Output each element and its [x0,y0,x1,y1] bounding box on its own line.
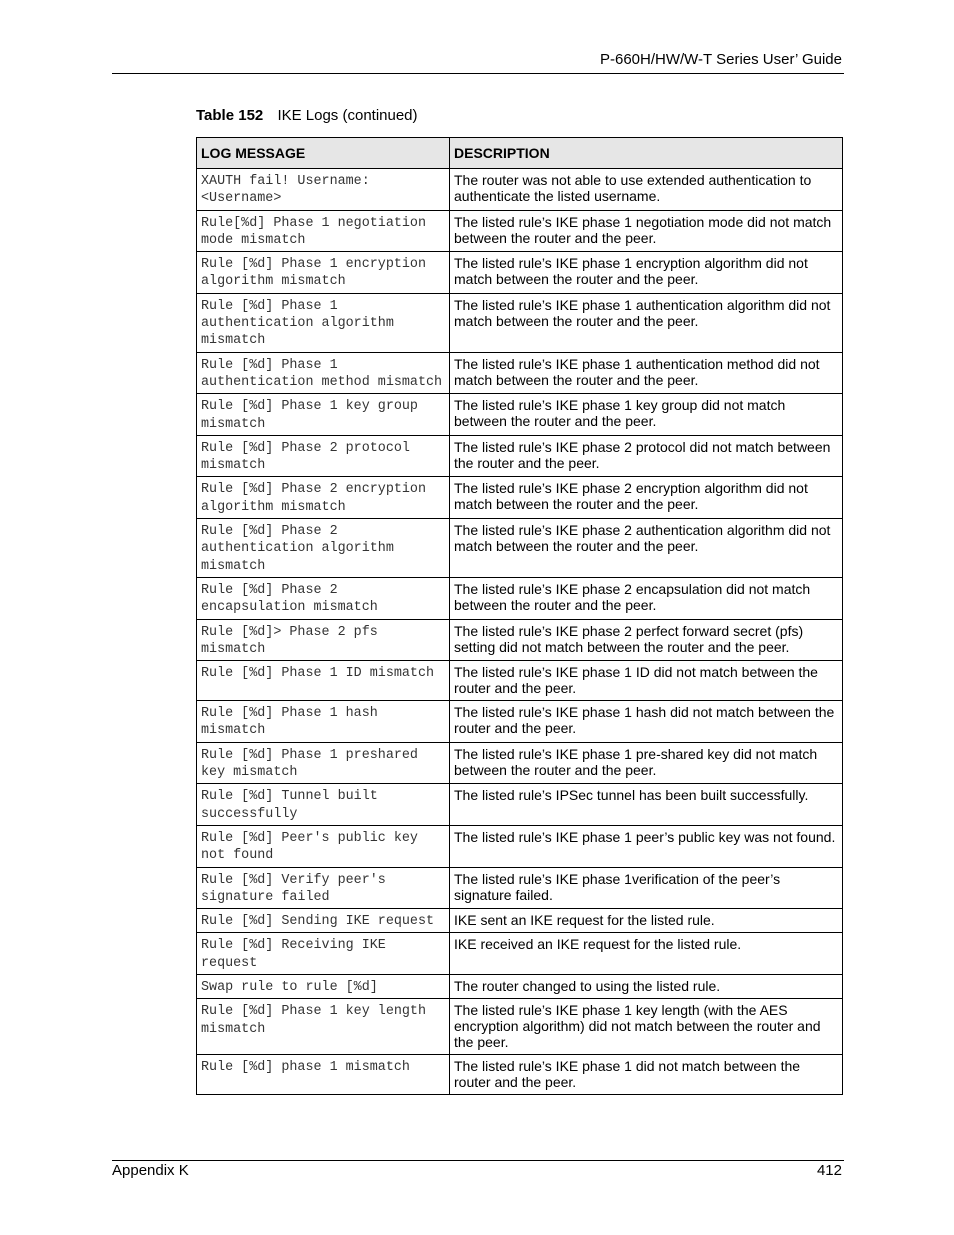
table-row [197,619,843,661]
column-header-log-message: LOG MESSAGE [197,138,450,169]
table-caption-text: IKE Logs (continued) [277,107,418,124]
description-cell: The listed rule’s IKE phase 1 key group did not match between the router and the peer. [450,394,843,436]
log-message-cell: Rule[%d] Phase 1 negotiation mode mismatch [197,210,450,252]
description-cell: The listed rule’s IKE phase 1verification of the peer’s signature failed. [450,867,843,909]
table-body [197,169,843,1095]
log-message-cell: Rule [%d] Phase 1 ID mismatch [197,661,450,701]
description-cell: IKE sent an IKE request for the listed rule. [450,909,843,933]
column-header-description: DESCRIPTION [450,138,843,169]
log-message-cell: Rule [%d] Phase 2 protocol mismatch [197,435,450,477]
description-cell: The listed rule’s IKE phase 2 perfect forward secret (pfs) setting did not match between the router and the peer. [450,619,843,661]
table-row [197,293,843,352]
table-row [197,661,843,701]
table-row [197,909,843,933]
table-row [197,435,843,477]
table-row [197,974,843,998]
table-row [197,352,843,394]
log-message-cell: Rule [%d] Peer's public key not found [197,825,450,867]
log-message-cell: XAUTH fail! Username: <Username> [197,169,450,211]
log-message-cell: Rule [%d] Phase 1 key length mismatch [197,999,450,1055]
table-row [197,252,843,294]
log-message-cell: Rule [%d] Tunnel built successfully [197,784,450,826]
table-row [197,519,843,578]
log-message-cell: Rule [%d] Phase 1 preshared key mismatch [197,742,450,784]
description-cell: The listed rule’s IKE phase 2 protocol did not match between the router and the peer. [450,435,843,477]
log-message-cell: Rule [%d] Phase 1 encryption algorithm mismatch [197,252,450,294]
description-cell: The listed rule’s IKE phase 2 encryption algorithm did not match between the router and the peer. [450,477,843,519]
table-row [197,784,843,826]
description-cell: The listed rule’s IPSec tunnel has been built successfully. [450,784,843,826]
document-header-title: P-660H/HW/W-T Series User’ Guide [599,51,842,68]
description-cell: The listed rule’s IKE phase 1 encryption algorithm did not match between the router and the peer. [450,252,843,294]
page-number: 412 [816,1162,842,1179]
log-message-cell: Rule [%d] Verify peer's signature failed [197,867,450,909]
footer-section-label: Appendix K [112,1162,189,1179]
footer-divider [112,1160,844,1161]
table-row [197,825,843,867]
description-cell: The listed rule’s IKE phase 1 hash did not match between the router and the peer. [450,701,843,743]
log-message-cell: Rule [%d] Phase 2 authentication algorithm mismatch [197,519,450,578]
description-cell: The listed rule’s IKE phase 1 authentication method did not match between the router and the peer. [450,352,843,394]
log-message-cell: Rule [%d] Phase 2 encryption algorithm mismatch [197,477,450,519]
description-cell: The listed rule’s IKE phase 1 authentication algorithm did not match between the router and the peer. [450,293,843,352]
table-row [197,394,843,436]
log-message-cell: Rule [%d]> Phase 2 pfs mismatch [197,619,450,661]
table-row [197,169,843,211]
description-cell: The listed rule’s IKE phase 2 authentication algorithm did not match between the router and the peer. [450,519,843,578]
description-cell: The listed rule’s IKE phase 1 peer’s public key was not found. [450,825,843,867]
description-cell: The router was not able to use extended authentication to authenticate the listed username. [450,169,843,211]
description-cell: The listed rule’s IKE phase 1 key length (with the AES encryption algorithm) did not match between the router and the peer. [450,999,843,1055]
table-row [197,701,843,743]
table-caption [196,107,418,124]
log-message-cell: Rule [%d] Phase 1 key group mismatch [197,394,450,436]
table-row [197,742,843,784]
description-cell: The listed rule’s IKE phase 1 ID did not match between the router and the peer. [450,661,843,701]
description-cell: The router changed to using the listed rule. [450,974,843,998]
log-message-cell: Rule [%d] Phase 1 authentication algorithm mismatch [197,293,450,352]
log-message-cell: Rule [%d] Sending IKE request [197,909,450,933]
log-message-cell: Rule [%d] Phase 2 encapsulation mismatch [197,577,450,619]
table-row [197,477,843,519]
log-message-cell: Swap rule to rule [%d] [197,974,450,998]
table-row [197,577,843,619]
table-row [197,1055,843,1095]
table-header-row [197,138,843,169]
log-message-cell: Rule [%d] Phase 1 hash mismatch [197,701,450,743]
ike-logs-table [196,137,843,1095]
description-cell: The listed rule’s IKE phase 1 did not match between the router and the peer. [450,1055,843,1095]
table-row [197,867,843,909]
table-row [197,933,843,975]
log-message-cell: Rule [%d] Receiving IKE request [197,933,450,975]
description-cell: IKE received an IKE request for the listed rule. [450,933,843,975]
description-cell: The listed rule’s IKE phase 1 pre-shared key did not match between the router and the peer. [450,742,843,784]
log-message-cell: Rule [%d] Phase 1 authentication method mismatch [197,352,450,394]
table-caption-number: Table 152 [196,107,264,124]
table-row [197,210,843,252]
log-message-cell: Rule [%d] phase 1 mismatch [197,1055,450,1095]
description-cell: The listed rule’s IKE phase 1 negotiation mode did not match between the router and the peer. [450,210,843,252]
header-divider [112,73,844,74]
table-row [197,999,843,1055]
description-cell: The listed rule’s IKE phase 2 encapsulation did not match between the router and the peer. [450,577,843,619]
